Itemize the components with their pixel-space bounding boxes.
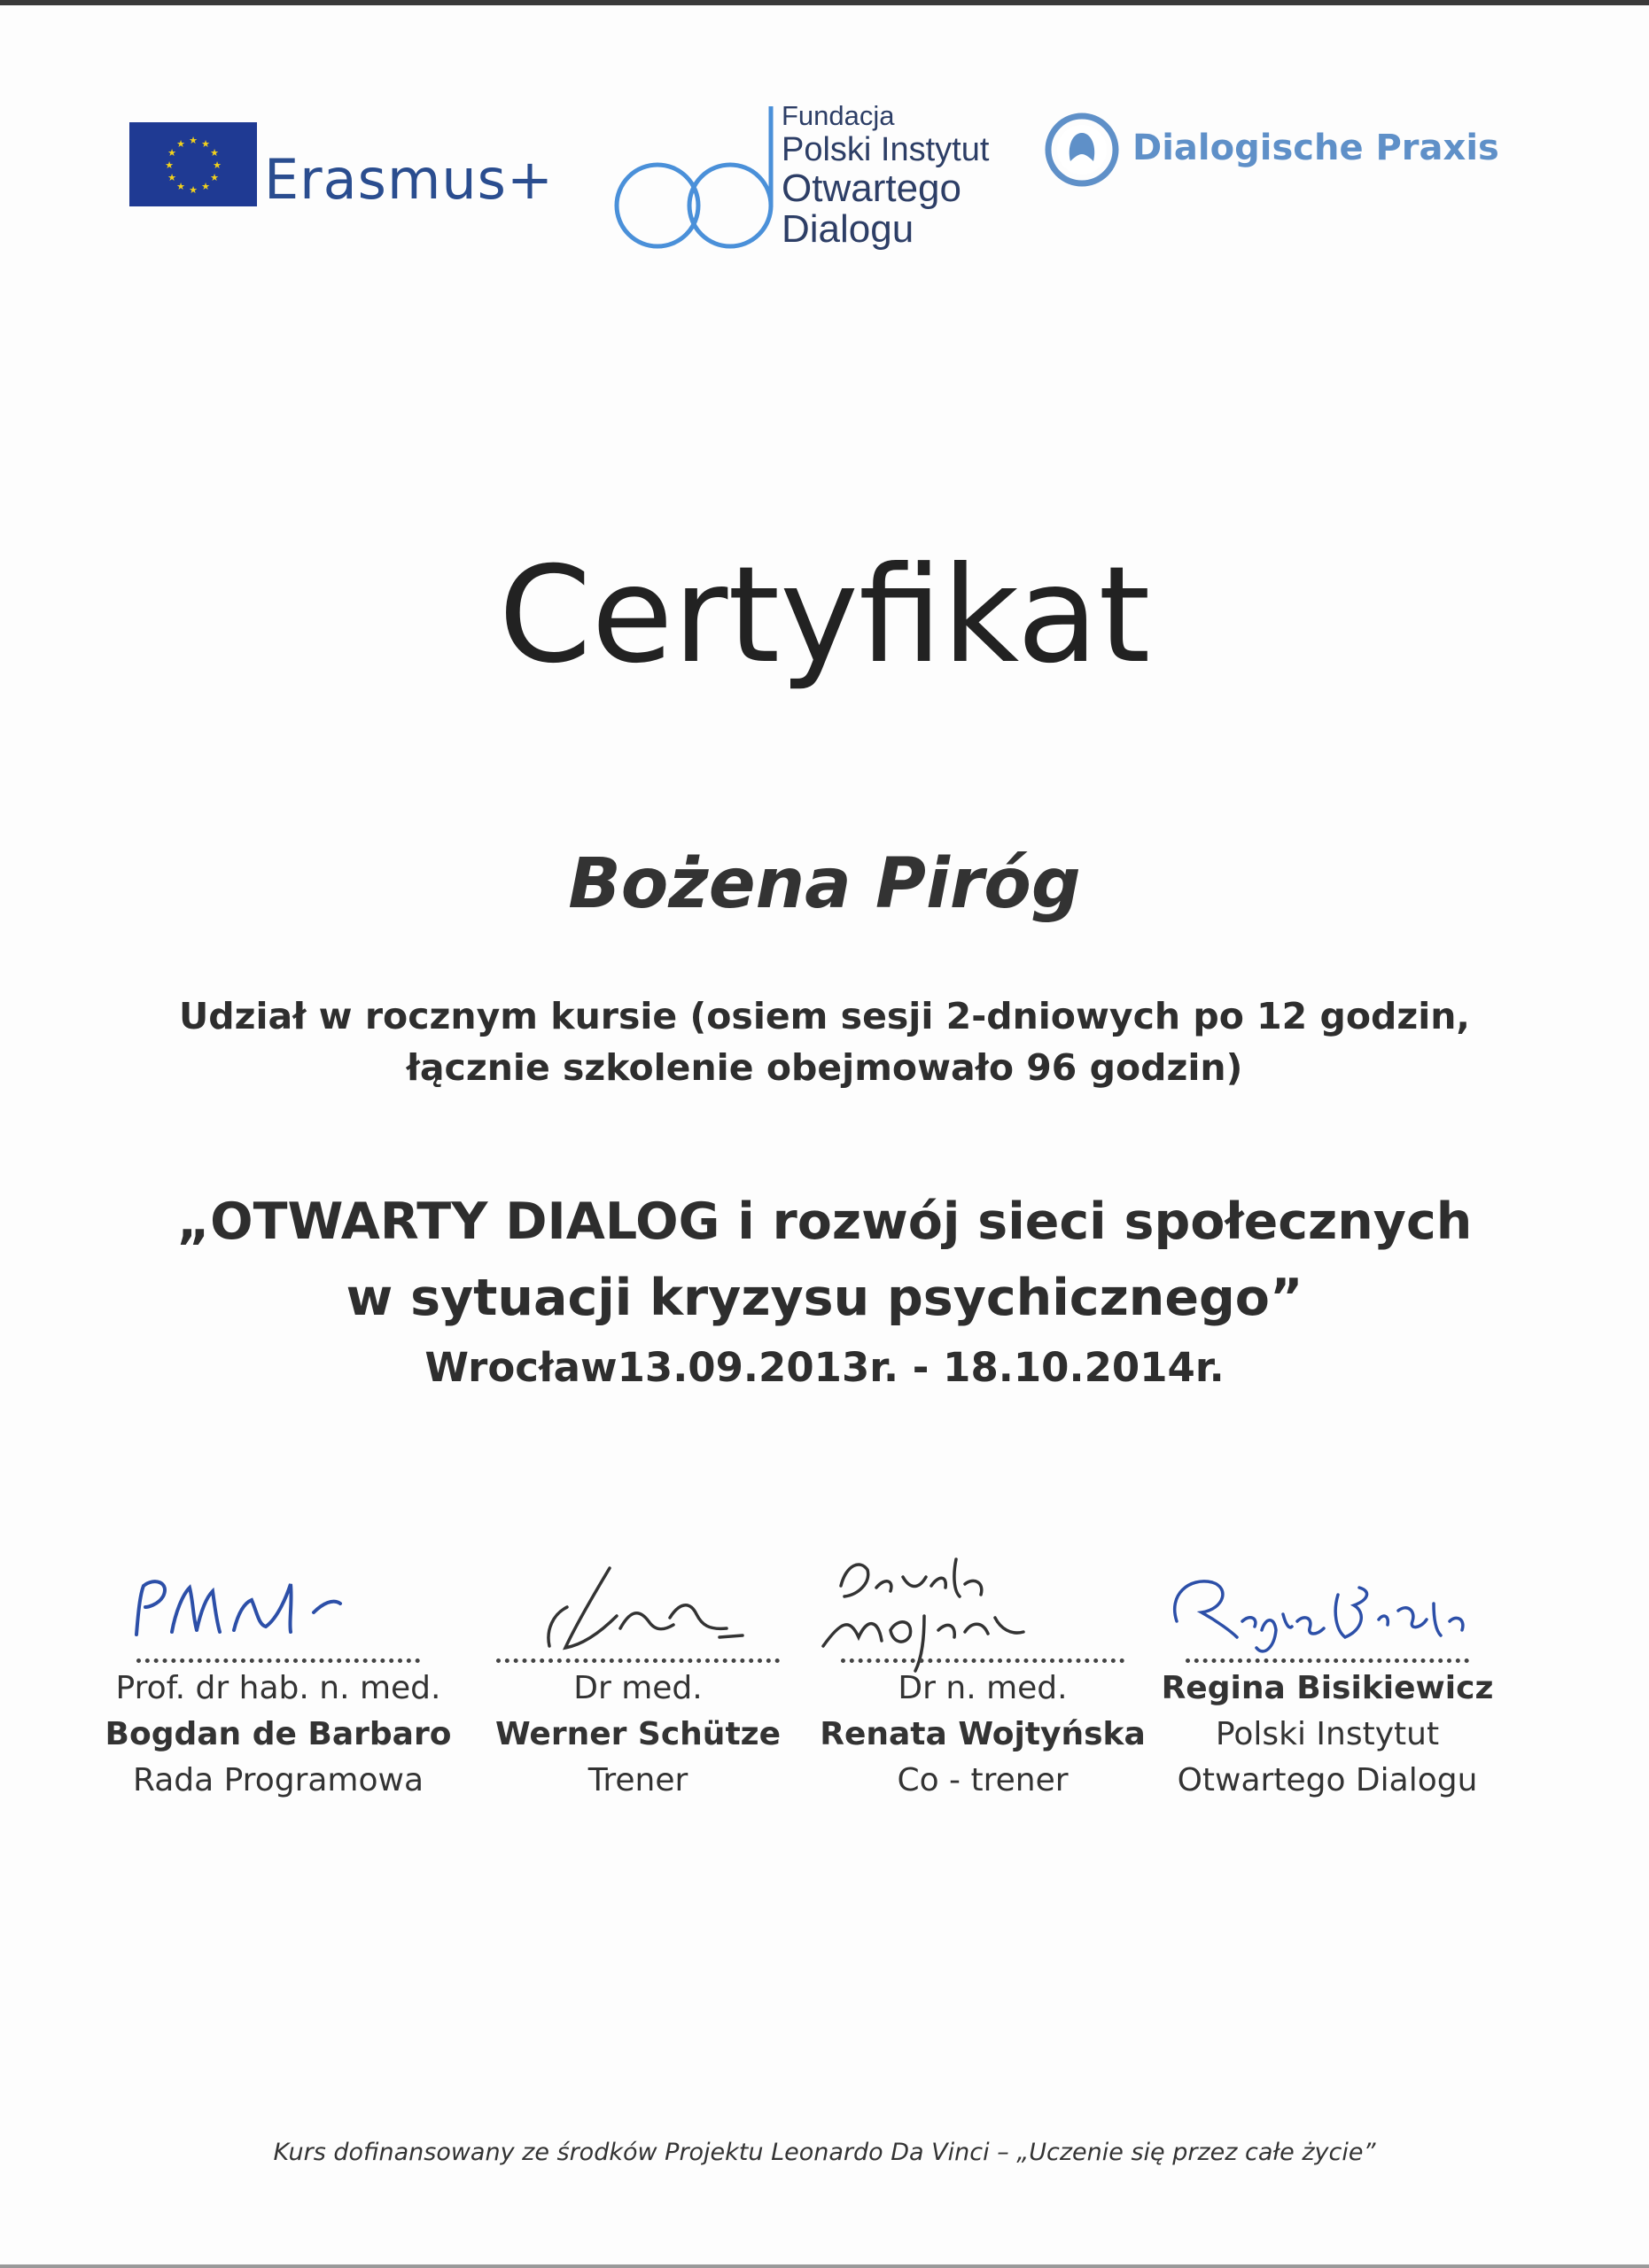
signatory-1 [101,1533,455,1825]
signatory-4-text [1150,1666,1505,1804]
erasmus-plus-wordmark: Erasmus+ [264,147,554,212]
svg-text:★: ★ [201,181,210,192]
participation-line-2: łącznie szkolenie obejmowało 96 godzin) [406,1046,1243,1089]
svg-text:★: ★ [165,159,174,171]
signatory-4-name: Regina Bisikiewicz [1161,1670,1494,1706]
signatory-1-name: Bogdan de Barbaro [105,1716,452,1752]
signatory-4 [1150,1533,1505,1825]
svg-text:★: ★ [189,184,198,196]
erasmus-plus-logo [129,122,555,220]
signatory-4-org-line-2: Otwartego Dialogu [1177,1762,1478,1798]
scan-edge-top [0,0,1649,5]
signatory-3-text [805,1666,1160,1804]
signatory-2-role: Trener [587,1762,688,1798]
course-location-dates: Wrocław13.09.2013r. - 18.10.2014r. [424,1344,1225,1391]
signatory-4-org-line-1: Polski Instytut [1215,1716,1440,1752]
svg-text:★: ★ [189,135,198,146]
pito-line-fundacja: Fundacja [782,100,895,131]
dialogische-praxis-wordmark: Dialogische Praxis [1132,128,1499,168]
signature-line-1 [136,1653,420,1663]
scan-edge-bottom [0,2264,1649,2268]
signatory-2 [461,1533,815,1825]
svg-text:★: ★ [210,147,219,159]
funding-footnote: Kurs dofinansowany ze środków Projektu Leonardo Da Vinci – „Uczenie się przez całe życie” [273,2139,1376,2166]
dialogische-praxis-icon [1044,112,1120,188]
signatory-2-name: Werner Schütze [494,1716,782,1752]
svg-text:★: ★ [176,181,185,192]
signatory-1-text [101,1666,455,1804]
dialogische-praxis-logo [1044,112,1522,191]
svg-text:★: ★ [213,159,222,171]
pito-line-dialogu: Dialogu [782,207,914,251]
pito-line-otwartego: Otwartego [782,167,961,210]
svg-text:★: ★ [167,172,176,183]
fundacja-piod-logo [611,97,1019,257]
signature-line-3 [841,1653,1124,1663]
svg-text:★: ★ [210,172,219,183]
signature-line-4 [1186,1653,1469,1663]
signatory-2-text [461,1666,815,1804]
signatory-3 [805,1533,1160,1825]
eu-flag-icon [129,122,257,206]
od-circles-icon [611,97,780,257]
course-title-line-2: w sytuacji kryzysu psychicznego” [346,1269,1303,1327]
participation-description [0,990,1649,1093]
signature-line-2 [496,1653,780,1663]
signatory-3-name: Renata Wojtyńska [820,1716,1146,1752]
course-title [0,1184,1649,1336]
recipient-name: Bożena Piróg [568,844,1081,924]
svg-text:★: ★ [176,138,185,150]
signatory-3-role: Co - trener [897,1762,1069,1798]
participation-line-1: Udział w rocznym kursie (osiem sesji 2-dniowych po 12 godzin, [178,995,1471,1037]
pito-line-polski-instytut: Polski Instytut [782,131,990,168]
signatory-2-title: Dr med. [573,1670,703,1706]
svg-text:★: ★ [201,138,210,150]
signatory-3-title: Dr n. med. [898,1670,1068,1706]
certificate-title: Certyfikat [498,539,1151,693]
course-title-line-1: „OTWARTY DIALOG i rozwój sieci społecznych [176,1192,1473,1251]
svg-text:★: ★ [167,147,176,159]
signatory-1-title: Prof. dr hab. n. med. [115,1670,441,1706]
signatory-1-role: Rada Programowa [132,1762,424,1798]
